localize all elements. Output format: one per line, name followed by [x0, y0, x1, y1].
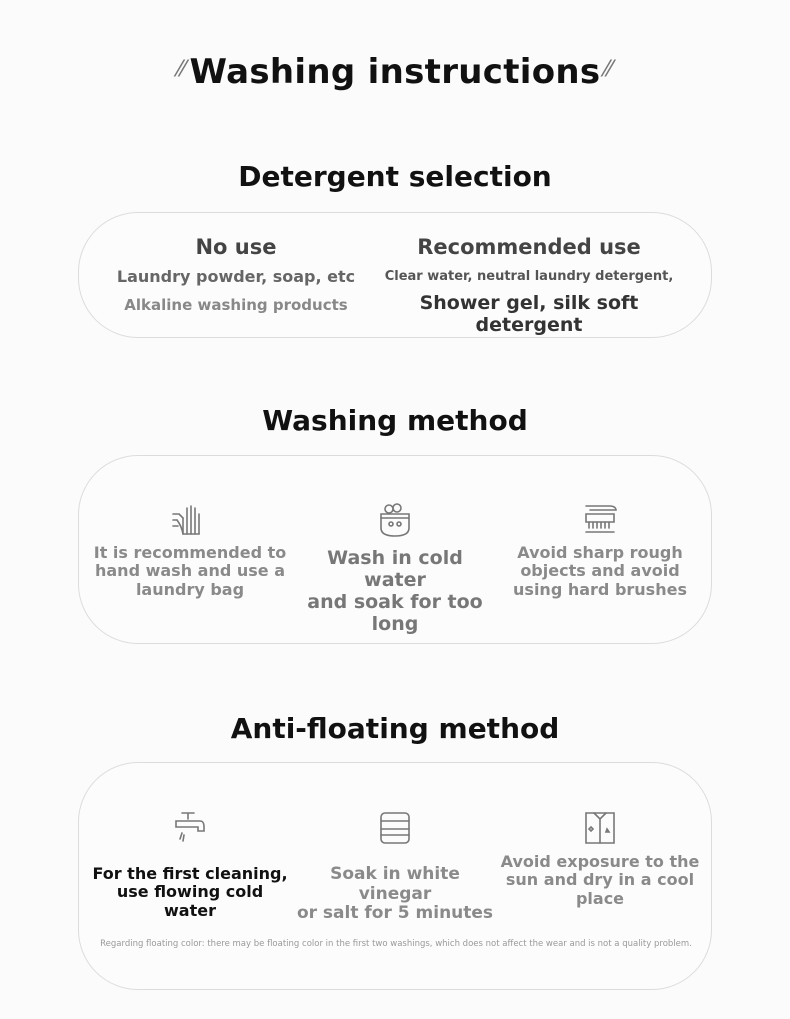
faucet-icon [170, 807, 210, 847]
method-text: Wash in cold water and soak for too long [307, 547, 483, 635]
no-use-title: No use [195, 235, 277, 259]
anti-floating-heading: Anti-floating method [230, 712, 560, 745]
method-text: Avoid sharp rough objects and avoid using hard brushes [513, 543, 687, 599]
anti-floating-text: Avoid exposure to the sun and dry in a cool place [500, 852, 700, 908]
detergent-heading: Detergent selection [238, 160, 552, 193]
anti-floating-text: Soak in white vinegar or salt for 5 minutes [296, 864, 494, 924]
recommended-column [369, 235, 689, 336]
gloved-hand-icon [170, 500, 210, 540]
method-item [90, 500, 290, 599]
no-use-line2: Alkaline washing products [124, 296, 348, 314]
recommended-title: Recommended use [417, 235, 641, 259]
washing-method-card [78, 455, 712, 644]
anti-floating-text: For the first cleaning, use flowing cold water [92, 864, 288, 920]
recommended-line2: Shower gel, silk soft detergent [419, 292, 639, 336]
anti-floating-card [78, 762, 712, 990]
page-title [0, 52, 790, 92]
method-text: It is recommended to hand wash and use a laundry bag [93, 543, 287, 599]
slash-decoration-icon: ⁄⁄ [604, 57, 613, 82]
method-item [295, 500, 495, 635]
page-title-text: Washing instructions [189, 52, 601, 92]
method-item [500, 500, 700, 599]
anti-floating-item [295, 807, 495, 924]
anti-floating-item [90, 807, 290, 920]
no-use-column [101, 235, 371, 314]
folded-towel-icon [375, 807, 415, 847]
recommended-line1: Clear water, neutral laundry detergent, [384, 269, 674, 284]
wash-basin-icon [375, 500, 415, 540]
no-use-line1: Laundry powder, soap, etc [116, 267, 356, 286]
footnote: Regarding floating color: there may be floating color in the first two washings, which does not affect the wear and is not a quality problem. [100, 939, 692, 949]
slash-decoration-icon: ⁄⁄ [177, 57, 186, 82]
detergent-card [78, 212, 712, 338]
anti-floating-item [500, 807, 700, 908]
washing-method-heading: Washing method [262, 404, 528, 437]
shirt-sun-icon [580, 807, 620, 847]
brush-icon [580, 500, 620, 540]
